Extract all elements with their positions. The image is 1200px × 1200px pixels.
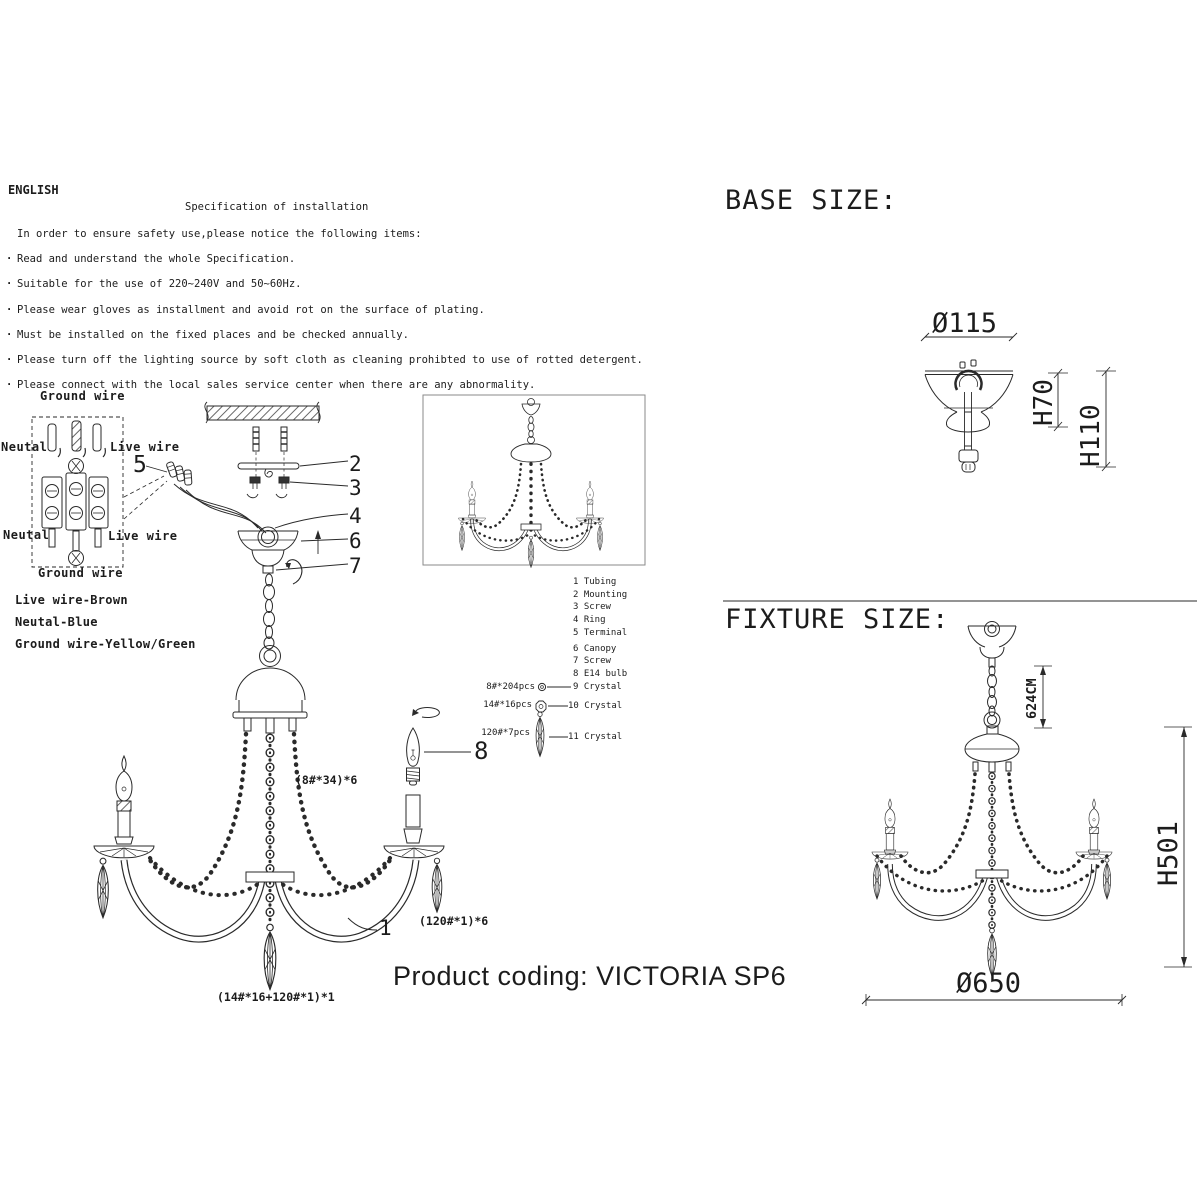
spec-intro: In order to ensure safety use,please notice the following items: [17, 228, 422, 240]
spec-bullet: · Suitable for the use of 220~240V and 50~60Hz. [17, 278, 301, 290]
spec-bullet: · Please connect with the local sales service center when there are any abnormality. [17, 379, 535, 391]
live-wire-top-label: Live wire [110, 440, 180, 454]
crystal-qty-9: 8#*204pcs [486, 682, 535, 692]
legend-live-wire: Live wire-Brown [15, 593, 128, 607]
callout-3: 3 [349, 476, 362, 500]
spec-bullet: · Must be installed on the fixed places and be checked annually. [17, 329, 409, 341]
crystal-qty-10: 14#*16pcs [483, 700, 532, 710]
callout-6: 6 [349, 529, 362, 553]
callout-8: 8 [474, 737, 489, 765]
fixture-height-dim: H501 [1153, 820, 1184, 886]
parts-item: 9 Crystal [573, 682, 622, 692]
spec-bullet: · Please wear gloves as installment and avoid rot on the surface of plating. [17, 304, 485, 316]
callout-7: 7 [349, 554, 362, 578]
base-size-title: BASE SIZE: [725, 185, 898, 216]
parts-item: 1 Tubing [573, 577, 617, 587]
annotation-arm-crystal: (120#*1)*6 [419, 914, 489, 928]
neutral-bottom-label: Neutal [3, 528, 50, 542]
fixture-diameter-dim: Ø650 [956, 968, 1022, 999]
callout-5: 5 [133, 452, 147, 478]
spec-bullet: · Read and understand the whole Specification. [17, 253, 295, 265]
parts-item: 11 Crystal [568, 732, 623, 742]
base-h70-dim: H70 [1029, 379, 1059, 426]
product-coding: Product coding: VICTORIA SP6 [393, 961, 787, 991]
parts-item: 8 E14 bulb [573, 669, 628, 679]
fixture-chain-dim: 624CM [1024, 678, 1040, 719]
inset-preview [423, 395, 645, 567]
legend-ground-wire: Ground wire-Yellow/Green [15, 637, 196, 651]
ground-wire-top-label: Ground wire [40, 389, 125, 403]
hanging-assembly-diagram [238, 514, 348, 667]
ceiling-mount-diagram [205, 402, 348, 498]
spec-bullet: · Please turn off the lighting source by soft cloth as cleaning prohibted to use of rotted detergent. [17, 354, 643, 366]
language-label: ENGLISH [8, 183, 59, 197]
neutral-top-label: Neutal [1, 440, 48, 454]
parts-item: 4 Ring [573, 615, 606, 625]
annotation-beads-per-arm: (8#*34)*6 [295, 773, 358, 787]
callout-2: 2 [349, 452, 362, 476]
spec-title: Specification of installation [185, 201, 369, 213]
fixture-size-title: FIXTURE SIZE: [725, 604, 950, 635]
ground-wire-bottom-label: Ground wire [38, 566, 123, 580]
parts-list-icons [536, 683, 571, 756]
parts-item: 7 Screw [573, 656, 611, 666]
callout-1: 1 [379, 916, 392, 940]
parts-item: 5 Terminal [573, 628, 628, 638]
parts-item: 10 Crystal [568, 701, 623, 711]
parts-item: 3 Screw [573, 602, 611, 612]
parts-item: 6 Canopy [573, 644, 617, 654]
main-chandelier-diagram [94, 668, 471, 990]
crystal-qty-11: 120#*7pcs [481, 728, 530, 738]
callout-4: 4 [349, 504, 362, 528]
fixture-size-drawing [723, 601, 1197, 1006]
legend-neutral: Neutal-Blue [15, 615, 98, 629]
base-diameter-dim: Ø115 [932, 308, 998, 339]
annotation-center-strand: (14#*16+120#*1)*1 [217, 990, 335, 1004]
parts-item: 2 Mounting [573, 590, 628, 600]
live-wire-bottom-label: Live wire [108, 529, 178, 543]
base-h110-dim: H110 [1076, 404, 1106, 467]
